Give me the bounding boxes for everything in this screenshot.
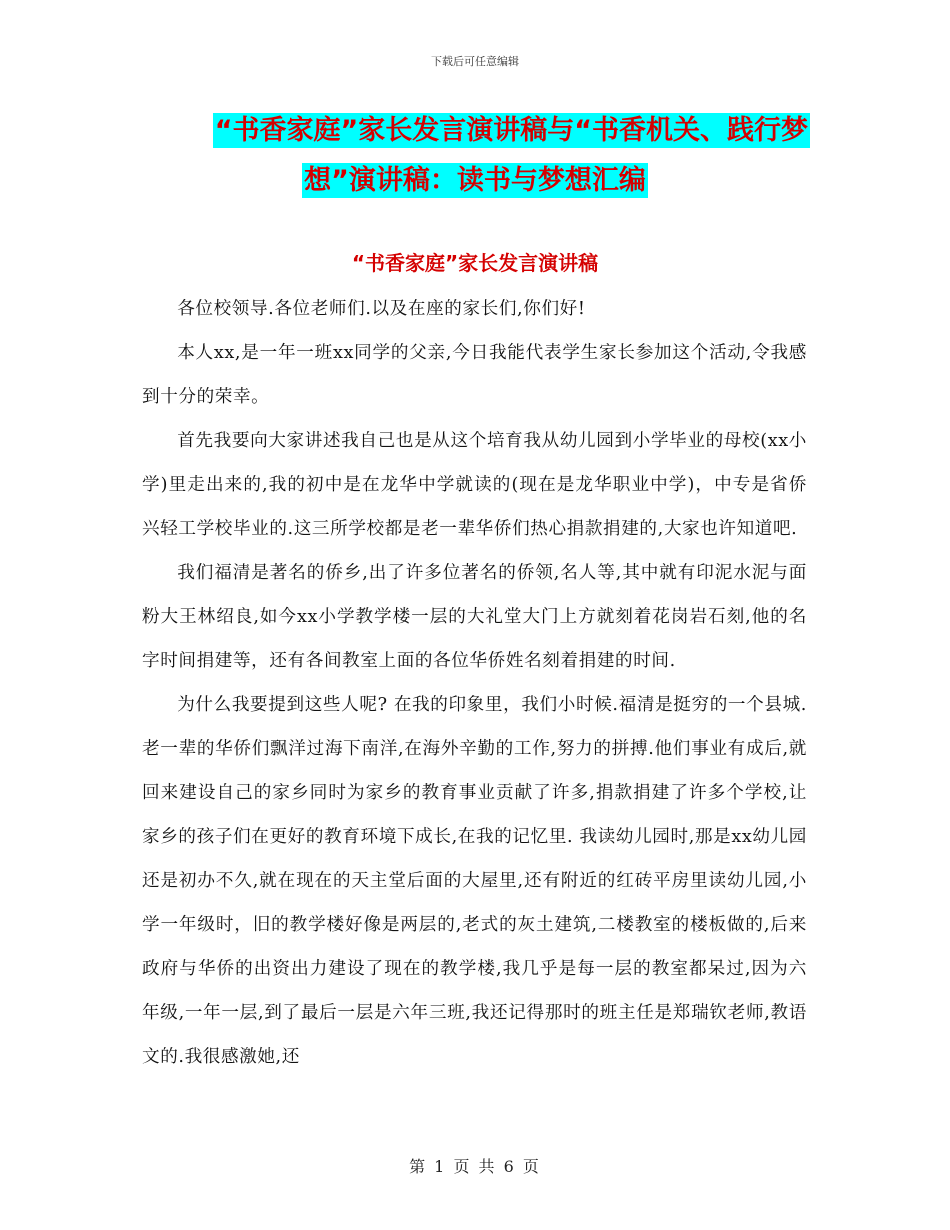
paragraph-hometown: 我们福清是著名的侨乡,出了许多位著名的侨领,名人等,其中就有印泥水泥与面粉大王林绍良,如今xx小学教学楼一层的大礼堂大门上方就刻着花岗岩石刻,他的名字时间捐建等，还有各间教室上面的各位华侨姓名刻着捐建的时间.	[142, 563, 807, 671]
body-text	[142, 287, 807, 1079]
main-title-line-2-text: 想”演讲稿：读书与梦想汇编	[304, 165, 646, 196]
page-footer: 第 1 页 共 6 页	[409, 1157, 541, 1176]
paragraph-memories: 为什么我要提到这些人呢? 在我的印象里，我们小时候.福清是挺穷的一个县城.老一辈的华侨们飘洋过海下南洋,在海外辛勤的工作,努力的拼搏.他们事业有成后,就回来建设自己的家乡同时为家乡的教育事业贡献了许多,捐款捐建了许多个学校,让家乡的孩子们在更好的教育环境下成长,在我的记忆里. 我读幼儿园时,那是xx幼儿园还是初办不久,就在现在的天主堂后面的大屋里,还有附近的红砖平房里读幼儿园,小学一年级时，旧的教学楼好像是两层的,老式的灰土建筑,二楼教室的楼板做的,后来政府与华侨的出资出力建设了现在的教学楼,我几乎是每一层的教室都呆过,因为六年级,一年一层,到了最后一层是六年三班,我还记得那时的班主任是郑瑞钦老师,教语文的.我很感激她,还	[142, 695, 807, 1067]
paragraph-greeting: 各位校领导.各位老师们.以及在座的家长们,你们好!	[177, 299, 586, 319]
main-title	[140, 106, 810, 206]
header-note: 下载后可任意编辑	[431, 55, 519, 68]
main-title-line-2	[140, 156, 810, 206]
paragraph-alma-mater: 首先我要向大家讲述我自己也是从这个培育我从幼儿园到小学毕业的母校(xx小学)里走出来的,我的初中是在龙华中学就读的(现在是龙华职业中学)，中专是省侨兴轻工学校毕业的.这三所学校都是老一辈华侨们热心捐款捐建的,大家也许知道吧.	[142, 431, 807, 539]
section-title: “书香家庭”家长发言演讲稿	[351, 251, 599, 275]
paragraph-introduction: 本人xx,是一年一班xx同学的父亲,今日我能代表学生家长参加这个活动,令我感到十分的荣幸。	[142, 343, 807, 407]
main-title-line-1-text: “书香家庭”家长发言演讲稿与“书香机关、践行梦	[214, 115, 808, 146]
main-title-line-1	[140, 106, 810, 156]
